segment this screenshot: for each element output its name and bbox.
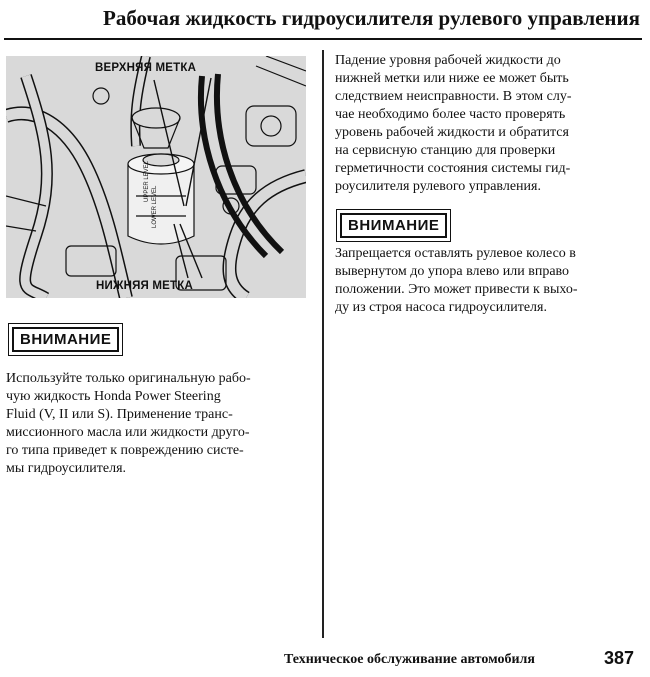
warning-text-right bbox=[335, 245, 577, 317]
upper-mark-label: ВЕРХНЯЯ МЕТКА bbox=[95, 62, 197, 74]
text-line: чую жидкость Honda Power Steering bbox=[6, 389, 221, 404]
text-line: мы гидроусилителя. bbox=[6, 461, 127, 476]
lower-mark-label: НИЖНЯЯ МЕТКА bbox=[96, 280, 193, 292]
text-line: нижней метки или ниже ее может быть bbox=[335, 71, 569, 86]
text-line: роусилителя рулевого управления. bbox=[335, 179, 541, 194]
text-line: уровень рабочей жидкости и обратится bbox=[335, 125, 569, 140]
warning-badge-left: ВНИМАНИЕ bbox=[12, 327, 119, 352]
footer-section-title: Техническое обслуживание автомобиля bbox=[284, 652, 535, 667]
text-line: вывернутом до упора влево или вправо bbox=[335, 264, 570, 279]
text-line: следствием неисправности. В этом слу- bbox=[335, 89, 572, 104]
text-line: Используйте только оригинальную рабо- bbox=[6, 371, 251, 386]
text-line: на сервисную станцию для проверки bbox=[335, 143, 556, 158]
warning-text-left bbox=[6, 370, 251, 478]
title-underline bbox=[4, 38, 642, 40]
fluid-level-paragraph bbox=[335, 52, 572, 196]
text-line: герметичности состояния системы гид- bbox=[335, 161, 571, 176]
text-line: го типа приведет к повреждению систе- bbox=[6, 443, 244, 458]
svg-text:LOWER LEVEL: LOWER LEVEL bbox=[152, 185, 158, 228]
page-number: 387 bbox=[604, 648, 635, 668]
text-line: Fluid (V, II или S). Применение транс- bbox=[6, 407, 233, 422]
engine-bay-illustration bbox=[6, 56, 306, 298]
text-line: Запрещается оставлять рулевое колесо в bbox=[335, 246, 576, 261]
text-line: чае необходимо более часто проверять bbox=[335, 107, 566, 122]
text-line: ду из строя насоса гидроусилителя. bbox=[335, 300, 547, 315]
warning-badge-right: ВНИМАНИЕ bbox=[340, 213, 447, 238]
text-line: Падение уровня рабочей жидкости до bbox=[335, 53, 561, 68]
page-title: Рабочая жидкость гидроусилителя рулевого управления bbox=[103, 6, 640, 30]
svg-text:UPPER LEVEL: UPPER LEVEL bbox=[144, 160, 150, 202]
column-divider bbox=[322, 50, 324, 638]
text-line: положении. Это может привести к выхо- bbox=[335, 282, 578, 297]
text-line: миссионного масла или жидкости друго- bbox=[6, 425, 250, 440]
